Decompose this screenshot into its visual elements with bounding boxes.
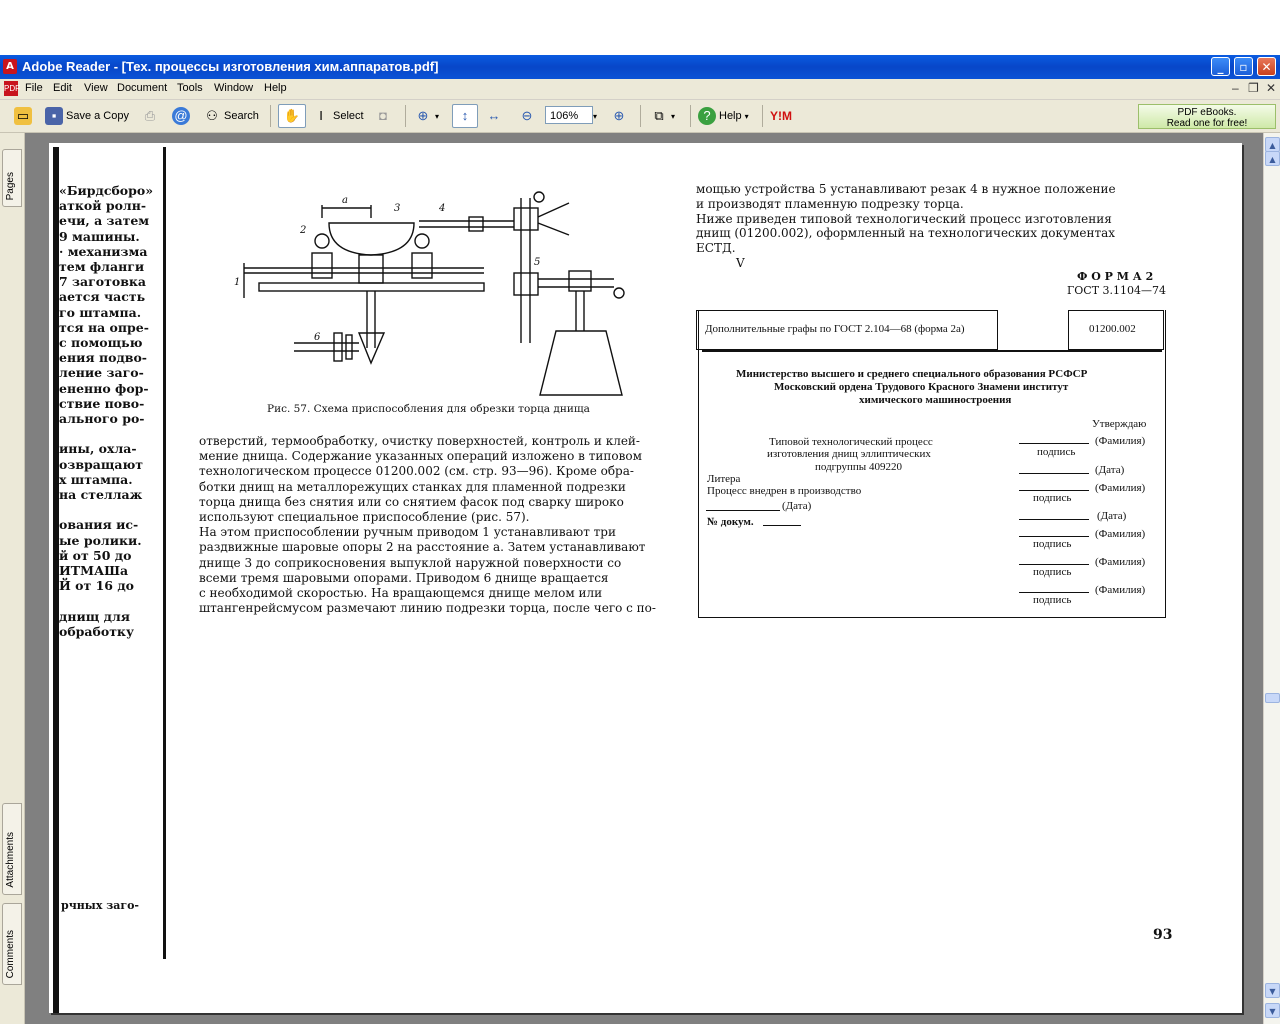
chevron-down-icon: ▾ [593,111,598,121]
menu-view[interactable]: View [84,82,108,94]
right-line: ЕСТД. [696,241,736,256]
base-plate [259,283,484,291]
label-1: 1 [234,277,241,288]
form-header-left: Дополнительные графы по ГОСТ 2.104—68 (форма 2а) [705,323,965,335]
form-header-right: 01200.002 [1089,323,1136,335]
tab-attachments-label: Attachments [5,832,16,888]
sign-line [1019,490,1089,491]
tab-comments[interactable] [2,903,22,985]
menu-edit[interactable]: Edit [53,82,72,94]
camera-icon: ◘ [379,108,387,123]
search-label: Search [224,110,259,122]
title-bar [0,55,1280,79]
support-left [312,253,332,278]
toolbar [0,100,1280,133]
menu-window[interactable]: Window [214,82,254,94]
sign-line [1019,592,1089,593]
center-hub [359,255,383,283]
save-disk-icon: ▪ [45,107,63,125]
fit-page-icon: ↕ [461,108,469,123]
body-line: На этом приспособлении ручным приводом 1 устанавливают три [199,525,616,540]
date-line [706,510,780,511]
menu-help[interactable]: Help [264,82,287,94]
left-fragment-line: с помощью [59,335,143,350]
gost-label: ГОСТ 3.1104—74 [1067,284,1167,297]
doc-minimize-icon[interactable]: – [1232,81,1239,95]
right-line: днищ (01200.002), оформленный на технологических документах [696,226,1116,241]
drive-wheel [346,335,352,359]
dish-head [329,223,414,255]
process-line-3: подгруппы 409220 [815,461,902,473]
litera-label: Литера [707,473,741,485]
navigation-panel [0,133,25,1024]
left-fragment-line: днищ для [59,608,131,624]
sign-caption: подпись [1037,446,1076,458]
surname-label: (Фамилия) [1095,482,1146,494]
page-number: 93 [1153,927,1173,943]
doc-restore-icon[interactable]: ❐ [1248,81,1259,95]
select-tool-button[interactable] [312,104,364,128]
toolbar-separator [405,105,406,127]
zoom-in-icon: ⊕ [613,108,625,123]
menu-file[interactable]: File [25,82,43,94]
menu-bar [0,79,1280,100]
label-3: 3 [394,203,401,214]
left-fragment-line: тся на опре- [59,319,149,335]
tab-pages-label: Pages [5,171,16,200]
pdf-page [49,143,1242,1013]
label-2: 2 [300,225,307,236]
tab-comments-label: Comments [5,929,16,978]
label-4: 4 [439,203,446,214]
ministry-line-2: Московский ордена Трудового Красного Знамени институт [774,381,1069,393]
save-copy-button[interactable] [45,104,129,128]
close-button[interactable]: ✕ [1257,57,1276,76]
adobe-reader-icon: A [3,59,17,74]
stand-head [569,271,591,291]
date-sign-line [1019,519,1089,520]
label-6: 6 [314,332,321,343]
zoom-in-button[interactable] [610,104,628,128]
body-line: технологическом процессе 01200.002 (см. стр. 93—96). Кроме обра- [199,464,634,479]
torch-hose [538,223,569,235]
chevron-down-icon: ▾ [671,111,676,121]
surname-label: (Фамилия) [1095,556,1146,568]
chevron-down-icon: ▾ [435,111,440,121]
save-copy-label: Save a Copy [66,110,129,122]
left-fragment-line: ается часть [59,289,146,305]
form-rule [702,350,1162,352]
sign-caption: подпись [1033,492,1072,504]
fit-width-button[interactable] [485,104,503,128]
date-label-left: (Дата) [782,500,812,512]
tab-pages[interactable] [2,149,22,207]
email-button[interactable] [172,104,190,128]
scroll-up-arrow[interactable]: ▲ [1265,137,1280,152]
printer-icon: ⎙ [144,108,156,123]
print-button[interactable] [141,104,159,128]
ministry-line-1: Министерство высшего и среднего специального образования РСФСР [736,368,1088,380]
ebook-line2: Read one for free! [1166,118,1248,129]
ball-support-right [415,234,429,248]
right-line: Ниже приведен типовой технологический процесс изготовления [696,211,1112,226]
left-fragment-line: й от 50 до [59,547,132,563]
sign-line [1019,564,1089,565]
help-label: Help [719,110,742,122]
process-line-1: Типовой технологический процесс [769,436,933,448]
window-title: Adobe Reader - [Тех. процессы изготовления хим.аппаратов.pdf] [22,59,439,74]
body-line: торца днища без снятия или со снятием фасок под сварку широко [199,494,624,509]
doc-number-line [763,525,801,526]
zoom-input[interactable]: 106% [545,106,593,124]
toolbar-separator [762,105,763,127]
help-question-icon: ? [698,107,716,125]
email-icon: @ [172,107,190,125]
label-5: 5 [534,257,541,268]
left-fragment-line: 9 машины. [59,228,140,244]
sign-line [1019,443,1089,444]
figure-57-diagram [234,183,634,403]
stand-base [540,331,622,395]
yahoo-logo-icon: Y!M [770,109,792,123]
left-fragment-line: озвращают [59,456,144,472]
body-line: днище 3 до соприкосновения выпуклой наружной поверхности со [199,555,622,570]
cutter-clamp [469,217,483,231]
date-sign-line [1019,473,1089,474]
left-fragment-line: · механизма [59,243,148,259]
date-label: (Дата) [1097,510,1127,522]
torch-hose [538,203,569,217]
handwheel [534,192,544,202]
body-line: отверстий, термообработку, очистку поверхностей, контроль и клей- [199,434,640,448]
forma-label: Ф О Р М А 2 [1077,270,1154,283]
left-fragment-line: ствие пово- [59,395,145,411]
left-bottom-text: рчных заго- [61,899,139,912]
body-line: ботки днищ на металлорежущих станках для пламенной подрезки [199,479,626,494]
pdf-ebooks-button[interactable] [1138,104,1276,129]
page-up-arrow[interactable]: ▲ [1265,151,1280,166]
document-icon[interactable]: PDF [4,81,18,96]
body-line: всеми тремя шаровыми опорами. Приводом 6 днище вращается [199,570,609,585]
implemented-label: Процесс внедрен в производство [707,485,862,497]
process-line-2: изготовления днищ эллиптических [767,448,931,460]
right-line: V [736,256,745,270]
bevel-gear [359,333,384,363]
toolbar-separator [640,105,641,127]
snapshot-button[interactable] [374,104,392,128]
surname-label: (Фамилия) [1095,584,1146,596]
date-label: (Дата) [1095,464,1125,476]
zoom-out-button[interactable] [518,104,536,128]
left-fragment-line: тем фланги [59,259,145,274]
sign-caption: подпись [1033,538,1072,550]
hand-icon: ✋ [283,108,301,123]
zoom-dropdown-button[interactable] [593,104,597,128]
hand-tool-button[interactable] [278,104,306,128]
chevron-down-icon: ▾ [744,111,749,121]
label-a: a [342,195,348,206]
toolbar-separator [270,105,271,127]
left-fragment-line: ального ро- [59,411,145,426]
pages-layout-icon: ⧉ [654,108,664,123]
surname-label: (Фамилия) [1095,528,1146,540]
minimize-button[interactable]: _ [1211,57,1230,76]
gutter-line [163,147,166,959]
left-fragment-line: «Бирдсборо» [59,183,154,198]
yahoo-toolbar-button[interactable] [770,104,792,128]
left-fragment-line: ечи, а затем [59,213,150,229]
body-line: используют специальное приспособление (рис. 57). [199,510,530,524]
left-fragment-line: ины, охла- [59,441,137,457]
zoom-tool-button[interactable] [414,104,439,128]
support-right [412,253,432,278]
left-fragment-line: х штампа. [59,471,133,487]
left-fragment-line: на стеллаж [59,487,143,502]
doc-number-label: № докум. [707,516,754,528]
toolbar-separator [690,105,691,127]
figure-caption: Рис. 57. Схема приспособления для обрезки торца днища [267,403,590,415]
ball-support-left [315,234,329,248]
surname-label: (Фамилия) [1095,435,1146,447]
left-fragment-line: ования ис- [59,517,139,533]
menu-tools[interactable]: Tools [177,82,203,94]
tab-attachments[interactable] [2,803,22,895]
page-layout-button[interactable] [650,104,675,128]
approve-label: Утверждаю [1092,418,1147,430]
drive-wheel [334,333,342,361]
scroll-down-arrow[interactable]: ▼ [1265,1003,1280,1018]
menu-document[interactable]: Document [117,82,168,94]
zoom-out-icon: ⊖ [521,108,533,123]
left-fragment-line: аткой ролн- [59,198,147,214]
body-line: штангенрейсмусом размечают линию подрезки торца, после чего с по- [199,601,656,616]
open-button[interactable] [14,104,32,128]
doc-close-icon[interactable]: ✕ [1266,81,1277,95]
left-fragment-line: Й от 16 до [59,578,135,594]
vertical-scrollbar[interactable] [1263,133,1280,1024]
fit-page-button[interactable] [452,104,478,128]
select-label: Select [333,110,364,122]
body-line: с необходимой скоростью. На вращающемся днище мелом или [199,586,603,600]
left-fragment-line: обработку [59,623,134,639]
left-fragment-line: ененно фор- [59,380,149,396]
handwheel [614,288,624,298]
open-folder-icon: ▭ [14,107,32,125]
left-fragment-line: ление заго- [59,365,144,381]
sign-caption: подпись [1033,566,1072,578]
text-cursor-icon: I [319,108,323,123]
left-fragment-line: го штампа. [59,304,142,320]
scroll-thumb[interactable] [1265,693,1280,703]
sign-caption: подпись [1033,594,1072,606]
column-clamp [514,273,538,295]
ministry-line-3: химического машиностроения [859,394,1012,406]
fit-width-icon: ↔ [487,108,501,123]
body-line: раздвижные шаровые опоры 2 на расстояние a. Затем устанавливают [199,540,646,555]
binoculars-icon: ⚇ [206,108,218,123]
right-line: мощью устройства 5 устанавливают резак 4 в нужное положение [696,182,1116,196]
left-fragment-line: ые ролики. [59,532,142,548]
body-line: мение днища. Содержание указанных операций изложено в типовом [199,449,642,464]
ebook-line1: PDF eBooks. [1177,107,1237,118]
column-clamp [514,208,538,230]
restore-button[interactable]: ▫ [1234,57,1253,76]
left-fragment-line: ИТМАШа [59,563,129,578]
zoom-in-magnifier-icon: ⊕ [417,108,429,123]
sign-line [1019,536,1089,537]
right-line: и производят пламенную подрезку торца. [696,196,964,211]
search-button[interactable] [203,104,259,128]
left-fragment-line: ения подво- [59,350,147,366]
left-fragment-line: 7 заготовка [59,274,147,290]
page-down-arrow[interactable]: ▼ [1265,983,1280,998]
help-button[interactable] [698,104,749,128]
